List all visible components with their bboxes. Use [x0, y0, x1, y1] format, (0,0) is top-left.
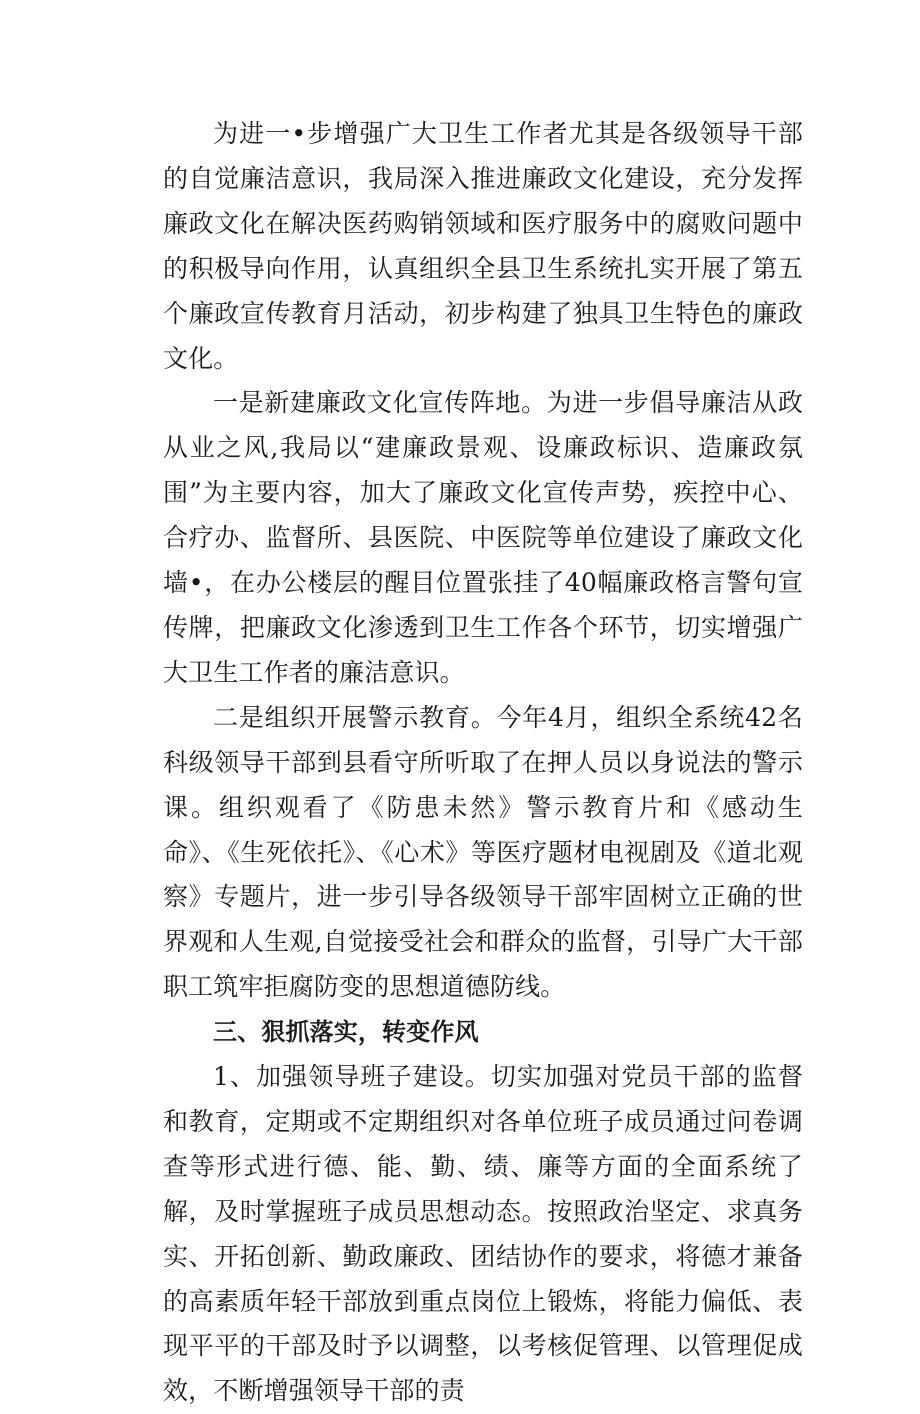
- paragraph-warning-education: 二是组织开展警示教育。今年4月，组织全系统42名科级领导干部到县看守所听取了在押人员以身说法的警示课。组织观看了《防患未然》警示教育片和《感动生命》、《生死依托》、《心术》等医疗题材电视剧及《道北观察》专题片，进一步引导各级领导干部牢固树立正确的世界观和人生观,自觉接受社会和群众的监督，引导广大干部职工筑牢拒腐防变的思想道德防线。: [163, 702, 803, 1002]
- paragraph-intro: 为进一•步增强广大卫生工作者尤其是各级领导干部的自觉廉洁意识，我局深入推进廉政文化建设，充分发挥廉政文化在解决医药购销领域和医疗服务中的腐败问题中的积极导向作用，认真组织全县卫生系统扎实开展了第五个廉政宣传教育月活动，初步构建了独具卫生特色的廉政文化。: [163, 119, 803, 373]
- section-heading: 三、狠抓落实，转变作风: [213, 1018, 479, 1047]
- paragraph-culture-position: 一是新建廉政文化宣传阵地。为进一步倡导廉洁从政从业之风,我局以“建廉政景观、设廉政标识、造廉政氛围”为主要内容，加大了廉政文化宣传声势，疾控中心、合疗办、监督所、县医院、中医院等单位建设了廉政文化墙•，在办公楼层的醒目位置张挂了40幅廉政格言警句宣传牌，把廉政文化渗透到卫生工作各个环节，切实增强广大卫生工作者的廉洁意识。: [163, 388, 803, 687]
- document-body: [163, 112, 803, 1414]
- paragraph-leadership: 1、加强领导班子建设。切实加强对党员干部的监督和教育，定期或不定期组织对各单位班子成员通过问卷调查等形式进行德、能、勤、绩、廉等方面的全面系统了解，及时掌握班子成员思想动态。按照政治坚定、求真务实、开拓创新、勤政廉政、团结协作的要求，将德才兼备的高素质年轻干部放到重点岗位上锻炼，将能力偏低、表现平平的干部及时予以调整，以考核促管理、以管理促成效，不断增强领导干部的责: [163, 1062, 803, 1406]
